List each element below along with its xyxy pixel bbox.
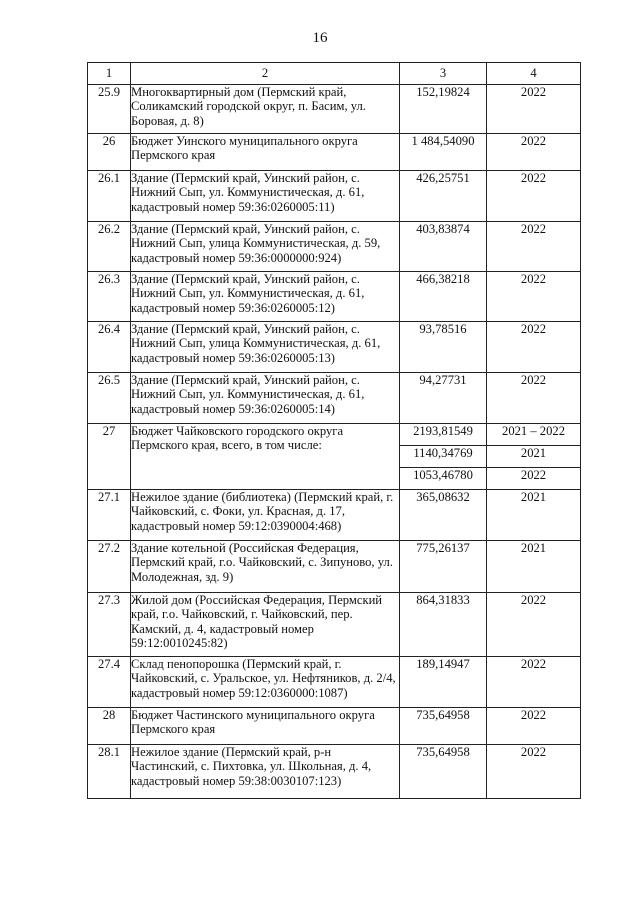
row-description: Жилой дом (Российская Федерация, Пермский край, г.о. Чайковский, г. Чайковский, пер. Камский, д. 4, кадастровый номер 59:12:0010245:82) (131, 593, 400, 657)
row-year: 2022 (487, 222, 581, 272)
row-number: 26.1 (88, 171, 131, 222)
table-row-split (88, 424, 581, 446)
table-row (88, 85, 581, 134)
row-amount: 735,64958 (400, 745, 487, 799)
row-number: 26.3 (88, 272, 131, 322)
row-description: Здание (Пермский край, Уинский район, с. Нижний Сып, ул. Коммунистическая, д. 61, кадастровый номер 59:36:0260005:12) (131, 272, 400, 322)
row-amount: 1 484,54090 (400, 134, 487, 171)
row-amount: 864,31833 (400, 593, 487, 657)
row-description: Бюджет Частинского муниципального округа Пермского края (131, 708, 400, 745)
row-amount: 403,83874 (400, 222, 487, 272)
row-number: 26.2 (88, 222, 131, 272)
header-col-2: 2 (131, 63, 400, 85)
row-number: 27.2 (88, 541, 131, 593)
row-description: Здание (Пермский край, Уинский район, с. Нижний Сып, улица Коммунистическая, д. 61, кадастровый номер 59:36:0260005:13) (131, 322, 400, 373)
row-number: 27 (88, 424, 131, 490)
row-year: 2022 (487, 657, 581, 708)
row-year: 2022 (487, 708, 581, 745)
table-row (88, 490, 581, 541)
table-row (88, 708, 581, 745)
row-year: 2022 (487, 134, 581, 171)
header-col-3: 3 (400, 63, 487, 85)
row-amount: 466,38218 (400, 272, 487, 322)
row-amount: 189,14947 (400, 657, 487, 708)
header-col-4: 4 (487, 63, 581, 85)
table-row (88, 745, 581, 799)
allocation-table (87, 62, 581, 799)
row-number: 27.1 (88, 490, 131, 541)
row-amount-part: 1140,34769 (400, 446, 487, 468)
row-number: 27.4 (88, 657, 131, 708)
row-amount-total: 2193,81549 (400, 424, 487, 446)
row-description: Бюджет Уинского муниципального округа Пермского края (131, 134, 400, 171)
row-amount: 94,27731 (400, 373, 487, 424)
row-year: 2022 (487, 171, 581, 222)
row-description: Здание (Пермский край, Уинский район, с. Нижний Сып, ул. Коммунистическая, д. 61, кадастровый номер 59:36:0260005:14) (131, 373, 400, 424)
row-description: Склад пенопорошка (Пермский край, г. Чайковский, с. Уральское, ул. Нефтяников, д. 2/4, кадастровый номер 59:12:0360000:1087) (131, 657, 400, 708)
row-year: 2021 (487, 541, 581, 593)
table-row (88, 593, 581, 657)
row-number: 25.9 (88, 85, 131, 134)
row-amount: 775,26137 (400, 541, 487, 593)
row-year: 2022 (487, 85, 581, 134)
row-description: Нежилое здание (библиотека) (Пермский край, г. Чайковский, с. Фоки, ул. Красная, д. 17, кадастровый номер 59:12:0390004:468) (131, 490, 400, 541)
table-row (88, 373, 581, 424)
row-amount-part: 1053,46780 (400, 468, 487, 490)
row-year-total: 2021 – 2022 (487, 424, 581, 446)
row-amount: 93,78516 (400, 322, 487, 373)
page-number: 16 (312, 30, 328, 46)
row-year: 2022 (487, 322, 581, 373)
table-row (88, 541, 581, 593)
row-year: 2022 (487, 373, 581, 424)
row-amount: 426,25751 (400, 171, 487, 222)
row-year: 2022 (487, 272, 581, 322)
table-row (88, 322, 581, 373)
table-row (88, 272, 581, 322)
row-number: 26.4 (88, 322, 131, 373)
row-description: Здание (Пермский край, Уинский район, с. Нижний Сып, ул. Коммунистическая, д. 61, кадастровый номер 59:36:0260005:11) (131, 171, 400, 222)
row-amount: 365,08632 (400, 490, 487, 541)
row-number: 27.3 (88, 593, 131, 657)
row-description: Бюджет Чайковского городского округа Пермского края, всего, в том числе: (131, 424, 400, 490)
table-row (88, 134, 581, 171)
row-description: Нежилое здание (Пермский край, р-н Частинский, с. Пихтовка, ул. Школьная, д. 4, кадастровый номер 59:38:0030107:123) (131, 745, 400, 799)
header-row (88, 63, 581, 85)
row-number: 28 (88, 708, 131, 745)
row-number: 28.1 (88, 745, 131, 799)
row-number: 26 (88, 134, 131, 171)
row-description: Многоквартирный дом (Пермский край, Соликамский городской округ, п. Басим, ул. Боровая, д. 8) (131, 85, 400, 134)
row-description: Здание (Пермский край, Уинский район, с. Нижний Сып, улица Коммунистическая, д. 59, кадастровый номер 59:36:0000000:924) (131, 222, 400, 272)
row-year: 2022 (487, 593, 581, 657)
table-row (88, 222, 581, 272)
row-year-part: 2021 (487, 446, 581, 468)
row-year: 2022 (487, 745, 581, 799)
row-description: Здание котельной (Российская Федерация, Пермский край, г.о. Чайковский, с. Зипуново, ул. Молодежная, зд. 9) (131, 541, 400, 593)
row-amount: 152,19824 (400, 85, 487, 134)
table-row (88, 657, 581, 708)
table-row (88, 171, 581, 222)
row-year: 2021 (487, 490, 581, 541)
row-number: 26.5 (88, 373, 131, 424)
row-amount: 735,64958 (400, 708, 487, 745)
row-year-part: 2022 (487, 468, 581, 490)
header-col-1: 1 (88, 63, 131, 85)
